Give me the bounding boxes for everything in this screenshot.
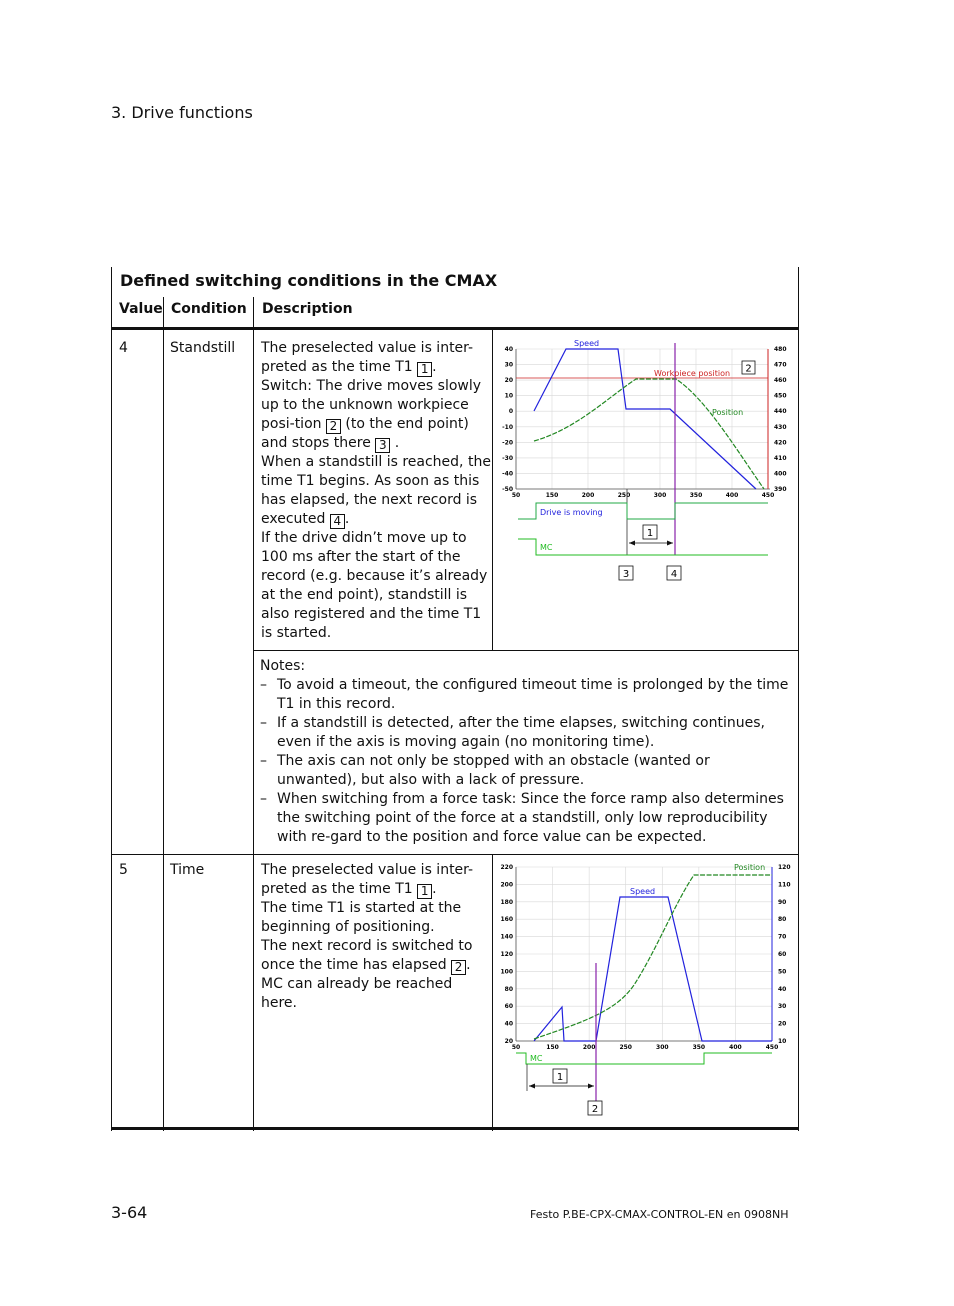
desc-text: If the drive didn’t move up to 100 ms after the start of the record (e.g. because it’s already at the end point), standstill is also registered and the time T1 is started. — [261, 530, 488, 641]
mc-label: MC — [530, 1054, 543, 1063]
x-tick-label: 150 — [545, 492, 559, 499]
marker-label: 1 — [646, 528, 654, 539]
position-label: Position — [712, 408, 744, 417]
row-condition: Standstill — [170, 340, 236, 356]
y-left-tick-label: -20 — [502, 439, 513, 447]
x-tick-label: 350 — [692, 1044, 706, 1051]
desc-text: . — [394, 435, 400, 451]
y-right-tick-label: 400 — [774, 470, 787, 478]
y-right-tick-label: 30 — [778, 1003, 787, 1011]
x-tick-label: 250 — [617, 492, 631, 499]
y-left-tick-label: 30 — [504, 361, 513, 369]
workpiece-position-label: Workpiece position — [654, 369, 731, 378]
notes-heading: Notes: — [260, 658, 306, 674]
note-item: – If a standstill is detected, after the time elapses, switching continues, even if the axis is moving again (no monitoring time). — [260, 714, 790, 752]
arrowhead — [588, 1084, 594, 1089]
y-left-tick-label: 10 — [504, 392, 513, 400]
y-right-tick-label: 70 — [778, 933, 787, 941]
running-head: 3. Drive functions — [111, 103, 253, 122]
speed-series — [534, 897, 772, 1041]
marker-label: 1 — [556, 1072, 564, 1083]
y-right-tick-label: 390 — [774, 486, 787, 493]
x-tick-label: 250 — [619, 1044, 632, 1051]
marker-box: 1 — [417, 884, 432, 899]
arrowhead — [629, 541, 635, 546]
y-left-tick-label: 100 — [500, 968, 513, 976]
desc-text: . — [466, 957, 471, 973]
mc-label: MC — [540, 543, 553, 552]
y-left-tick-label: 20 — [504, 1038, 513, 1045]
speed-label: Speed — [574, 339, 600, 348]
y-right-tick-label: 410 — [774, 454, 787, 462]
marker-box: 3 — [375, 438, 390, 453]
x-tick-label: 200 — [581, 492, 595, 499]
marker-label: 2 — [745, 363, 752, 375]
row-description — [261, 339, 491, 643]
marker-box: 2 — [326, 419, 341, 434]
marker-label: 3 — [622, 569, 630, 580]
page-number: 3-64 — [111, 1203, 148, 1222]
note-item: – To avoid a timeout, the configured timeout time is prolonged by the time T1 in this record. — [260, 676, 790, 714]
position-series — [534, 875, 772, 1039]
y-right-tick-label: 50 — [778, 968, 787, 976]
arrowhead — [667, 541, 673, 546]
x-tick-label: 450 — [761, 492, 775, 499]
drive-is-moving-label: Drive is moving — [540, 508, 603, 517]
y-right-tick-label: 80 — [778, 916, 787, 924]
marker-box: 1 — [417, 362, 432, 377]
x-tick-label: 150 — [546, 1044, 559, 1051]
desc-text: When a standstill is reached, the time T1 begins. As soon as this has elapsed, the next record is executed — [261, 454, 491, 527]
y-left-tick-label: -40 — [502, 470, 513, 478]
y-right-tick-label: 90 — [778, 898, 787, 906]
mc-signal — [516, 1053, 772, 1064]
y-right-tick-label: 460 — [774, 377, 787, 385]
note-item: – When switching from a force task: Since the force ramp also determines the switching point of the force at a standstill, only low reproducibility with re-gard to the position and force value can be expected. — [260, 790, 790, 847]
row-condition: Time — [170, 862, 205, 878]
x-tick-label: 400 — [725, 492, 739, 499]
desc-text: . — [432, 881, 437, 897]
column-header-value: Value — [119, 301, 163, 317]
y-left-tick-label: 140 — [500, 933, 513, 941]
y-left-tick-label: -50 — [502, 486, 513, 493]
desc-text: Switch: The drive moves slowly up to the unknown workpiece posi-tion — [261, 378, 482, 432]
y-right-tick-label: 20 — [778, 1020, 787, 1028]
y-right-tick-label: 420 — [774, 439, 787, 447]
table-title: Defined switching conditions in the CMAX — [120, 271, 498, 290]
y-left-tick-label: 40 — [504, 346, 513, 353]
y-left-tick-label: 20 — [504, 377, 513, 385]
x-tick-label: 50 — [511, 1044, 521, 1051]
y-right-tick-label: 60 — [778, 951, 787, 958]
arrowhead — [529, 1084, 535, 1089]
desc-text: . — [344, 511, 350, 527]
header-rule — [111, 327, 799, 330]
desc-text: The preselected value is inter-preted as the time T1 — [261, 340, 474, 375]
marker-box: 4 — [330, 514, 345, 529]
document-reference: Festo P.BE-CPX-CMAX-CONTROL-EN en 0908NH — [530, 1208, 789, 1221]
row-value: 4 — [119, 340, 128, 356]
row-value: 5 — [119, 862, 128, 878]
column-divider-2 — [253, 297, 254, 1131]
marker-label: 4 — [670, 569, 678, 580]
position-label: Position — [734, 863, 766, 872]
y-right-tick-label: 470 — [774, 361, 787, 369]
x-tick-label: 200 — [582, 1044, 596, 1051]
desc-text: The next record is switched to once the time has elapsed — [261, 938, 473, 973]
switching-conditions-table — [111, 267, 799, 1131]
y-left-tick-label: 160 — [500, 916, 513, 924]
desc-text: MC can already be reached here. — [261, 976, 453, 1011]
y-left-tick-label: 120 — [500, 951, 513, 958]
column-divider-4 — [492, 854, 493, 1131]
y-right-tick-label: 110 — [778, 881, 791, 889]
column-divider-1 — [163, 297, 164, 1131]
y-left-tick-label: 200 — [500, 881, 513, 889]
y-left-tick-label: 0 — [508, 408, 513, 416]
x-tick-label: 300 — [653, 492, 667, 499]
y-right-tick-label: 40 — [778, 985, 787, 993]
y-right-tick-label: 120 — [778, 864, 791, 871]
table-bottom-rule — [111, 1127, 799, 1130]
standstill-timing-chart — [496, 339, 798, 589]
y-right-tick-label: 450 — [774, 392, 787, 400]
y-left-tick-label: -30 — [502, 454, 513, 462]
mc-signal — [518, 539, 768, 555]
note-item: – The axis can not only be stopped with an obstacle (wanted or unwanted), but also with a lack of pressure. — [260, 752, 790, 790]
x-tick-label: 350 — [689, 492, 703, 499]
marker-box: 2 — [451, 960, 466, 975]
y-left-tick-label: 40 — [504, 1020, 513, 1028]
desc-text: (to the end point) and stops there — [261, 416, 469, 451]
desc-text: . — [432, 359, 437, 375]
row-divider — [112, 854, 798, 855]
x-tick-label: 300 — [656, 1044, 669, 1051]
column-header-description: Description — [262, 301, 353, 317]
x-tick-label: 50 — [511, 492, 521, 499]
desc-text: The preselected value is inter-preted as the time T1 — [261, 862, 474, 897]
notes-top-rule — [253, 650, 798, 651]
column-divider-3 — [492, 330, 493, 650]
desc-text: The time T1 is started at the beginning of positioning. — [261, 900, 462, 935]
y-right-tick-label: 430 — [774, 423, 787, 431]
x-tick-label: 400 — [729, 1044, 742, 1051]
notes-block — [260, 657, 790, 847]
column-header-condition: Condition — [171, 301, 247, 317]
row-description — [261, 861, 491, 1013]
x-tick-label: 450 — [765, 1044, 779, 1051]
y-left-tick-label: -10 — [502, 423, 513, 431]
chart-grid — [516, 349, 768, 489]
y-left-tick-label: 80 — [504, 985, 513, 993]
y-left-tick-label: 180 — [500, 898, 513, 906]
y-right-tick-label: 480 — [774, 346, 787, 353]
time-timing-chart — [496, 861, 798, 1127]
marker-label: 2 — [591, 1104, 599, 1115]
y-right-tick-label: 10 — [778, 1038, 787, 1045]
y-right-tick-label: 440 — [774, 408, 787, 416]
y-left-tick-label: 220 — [500, 864, 513, 871]
speed-label: Speed — [630, 887, 656, 896]
y-left-tick-label: 60 — [504, 1003, 513, 1011]
